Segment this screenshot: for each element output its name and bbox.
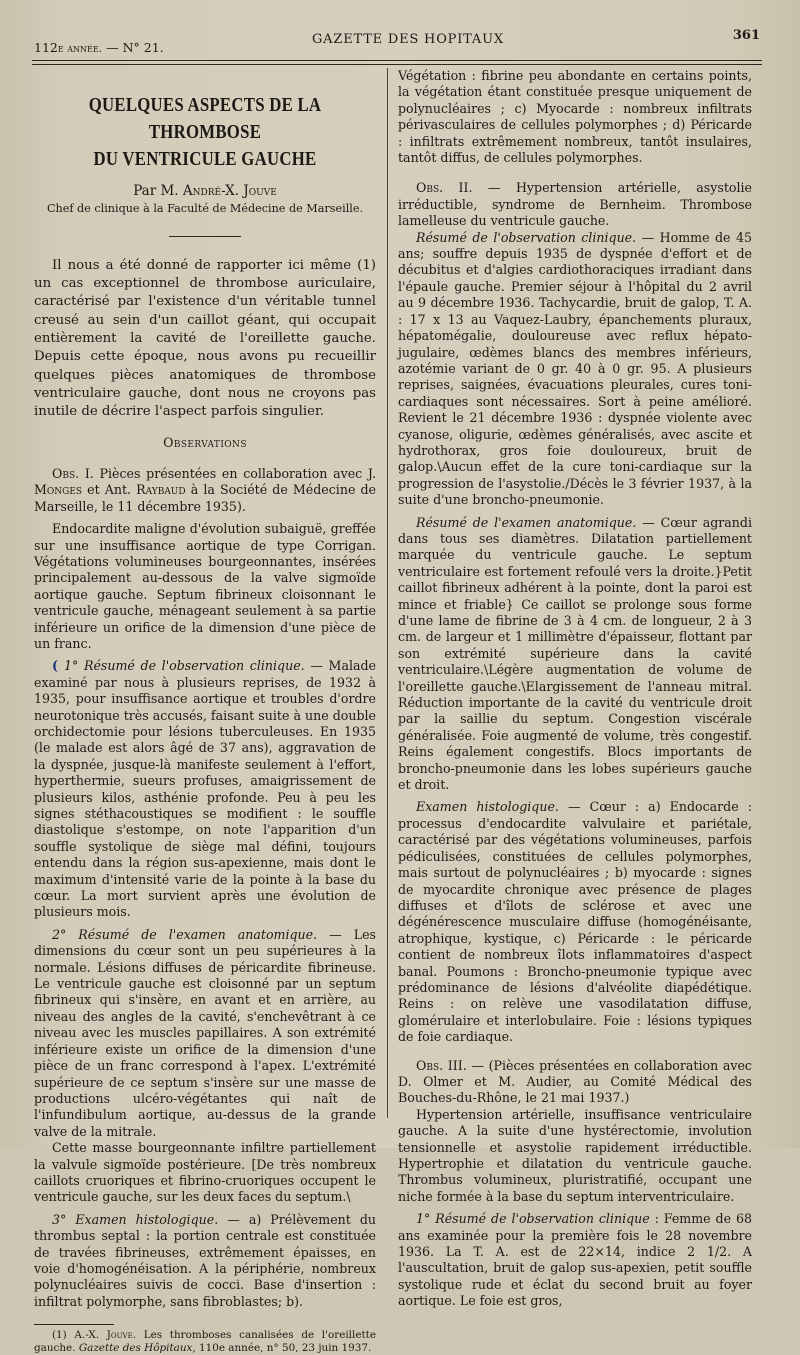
obs1-histology: 3° Examen histologique. — a) Prélèvement du thrombus septal : la portion centrale est constituée de travées fibrineuses, extrêmement épaisses, en voie d'homogénéisation. A la périphérie, nombreux polynucléaires suivis de cocci. Base d'insertion : infiltrat polymorphe, sans fibroblastes; b). [34, 1211, 377, 1309]
intro-paragraph: Il nous a été donné de rapporter ici même (1) un cas exceptionnel de thrombose auriculaire, caractérisé par l'existence d'un véritable tunnel creusé au sein d'un caillot géant, qui occupait entièrement la cavité de l'oreillette gauche. Depuis cette époque, nous avons pu recueillir quelques pièces anatomiques de thrombose ventriculaire gauche, dont nous ne croyons pas inutile de décrire l'aspect parfois singulier. [34, 257, 376, 420]
obs1-anatomical-cont: Cette masse bourgeonnante infiltre partiellement la valvule sigmoïde postérieure. [De très nombreux caillots cruoriques et fibrino-cruoriques occupent le ventricule gauche, sur les deux faces du septum.\ [34, 1140, 376, 1205]
author-affiliation: Chef de clinique à la Faculté de Médecine de Marseille. [46, 202, 364, 216]
obs2-heading: Obs. II. — Hypertension artérielle, asystolie irréductible, syndrome de Bernheim. Thrombose lamelleuse du ventricule gauche. [398, 180, 752, 229]
obs3-heading: Obs. III. — (Pièces présentées en collaboration avec D. Olmer et M. Audier, au Comité Médical des Bouches-du-Rhône, le 21 mai 1937.) [398, 1057, 752, 1106]
article-title: QUELQUES ASPECTS DE LA THROMBOSE DU VENTRICULE GAUCHE [88, 95, 322, 170]
footnote-rule [34, 1324, 114, 1325]
obs1-histology-cont: Végétation : fibrine peu abondante en certains points, la végétation étant constituée presque uniquement de polynucléaires ; c) Myocarde : nombreux infiltrats périvasculaires de cellules polymorphes ; d) Péricarde : infiltrats extrêmement nombreux, tantôt insulaires, tantôt diffus, de cellules polymorphes. [398, 68, 752, 166]
header-rule-bottom [32, 64, 762, 65]
right-column [398, 68, 752, 1310]
obs3-summary: Hypertension artérielle, insuffisance ventriculaire gauche. A la suite d'une hystérectomie, involution tensionnelle et asystolie rapidement irréductible. Hypertrophie et dilatation du ventricule gauche. Thrombus volumineux, pluristratifié, occupant une niche formée à la base du septum interventriculaire. [398, 1106, 752, 1204]
author-line: Par M. André-X. Jouve [133, 183, 277, 199]
obs1-clinical: ( 1° Résumé de l'observation clinique. — Malade examiné par nous à plusieurs reprises, de 1932 à 1935, pour insuffisance aortique et troubles d'ordre neurotonique très accusés, faisant suite à une double orchidectomie pour lésions tuberculeuses. En 1935 (le malade est alors âgé de 37 ans), aggravation de la dyspnée, jusque-là manifeste seulement à l'effort, hyperthermie, sueurs profuses, amaigrissement de plusieurs kilos, asthénie profonde. Peu à peu les signes stéthacoustiques se modifient : le souffle diastolique s'estompe, on note l'apparition d'un souffle systolique de siège mal défini, toujours entendu dans la région sus-apexienne, mais dont le maximum d'intensité varie de la pointe à la base du cœur. La mort survient après une évolution de plusieurs mois. [34, 658, 377, 920]
obs1-summary: Endocardite maligne d'évolution subaiguë, greffée sur une insuffisance aortique de type Corrigan. Végétations volumineuses bourgeonnantes, insérées principalement au-dessous de la valve sigmoïde aortique gauche. Septum fibrineux cloisonnant le ventricule gauche, ménageant seulement à sa partie inférieure un orifice de la dimension d'une pièce de un franc. [34, 521, 376, 651]
issue-info: 112e année. — N° 21. [34, 40, 164, 55]
obs1-heading: Obs. I. Pièces présentées en collaboration avec J. Monges et Ant. Raybaud à la Société de Médecine de Marseille, le 11 décembre 1935). [34, 465, 377, 514]
obs2-histology: Examen histologique. — Cœur : a) Endocarde : processus d'endocardite valvulaire et pariétale, caractérisé par des végétations volumineuses, parfois pédiculisées, constituées de cellules polymorphes, mais surtout de polynucléaires ; b) myocarde : signes de myocardite chronique avec présence de plages diffuses et d'îlots de sclérose et avec une dégénérescence musculaire diffuse (homogénéisante, atrophique, kystique, c) Péricarde : le péricarde contient de nombreux îlots inflammatoires d'aspect banal. Poumons : Broncho-pneumonie typique avec prédominance de lésions d'alvéolite diapédétique. Reins : on relève une vasodilatation diffuse, glomérulaire et interlobulaire. Foie : lésions typiques de foie cardiaque. [398, 799, 752, 1045]
obs2-clinical: Résumé de l'observation clinique. — Homme de 45 ans; souffre depuis 1935 de dyspnée d'effort et de décubitus et d'algies cardiothoraciques irradiant dans l'épaule gauche. Premier séjour à l'hôpital du 2 avril au 9 décembre 1936. Tachycardie, bruit de galop, T. A. : 17 x 13 au Vaquez-Laubry, épanchements pluraux, hépatomégalie, douloureuse avec reflux hépato-jugulaire, œdèmes blancs des membres inférieurs, azotémie variant de 0 gr. 40 à 0 gr. 95. A plusieurs reprises, saignées, évacuations pleurales, cures toni-cardiaques sont nécessaires. Sort à peine amélioré. Revient le 21 décembre 1936 : dyspnée violente avec cyanose, oligurie, œdèmes généralisés, avec ascite et hydrothorax, gros foie douloureux, bruit de galop.\Aucun effet de la cure toni-cardiaque sur la progression de l'asystolie./Décès le 3 février 1937, à la suite d'une broncho-pneumonie. [398, 229, 752, 508]
column-divider [387, 68, 388, 1118]
obs2-anatomical: Résumé de l'examen anatomique. — Cœur agrandi dans tous ses diamètres. Dilatation partiellement marquée du ventricule gauche. Le septum ventriculaire est fortement refoulé vers la droite.}Petit caillot fibrineux adhérent à la pointe, dont la paroi est mince et friable} Ce caillot se prolonge sous forme d'une lame de fibrine de 3 à 4 cm. de longueur, 2 à 3 cm. de largeur et 1 millimètre d'épaisseur, flottant par son extrémité supérieure dans la cavité ventriculaire.\Légère augmentation de volume de l'oreillette gauche.\Elargissement de l'anneau mitral. Réduction importante de la cavité du ventricule droit par la saillie du septum. Congestion viscérale généralisée. Foie augmenté de volume, très congestif. Reins également congestifs. Blocs importants de broncho-pneumonie dans les lobes supérieurs gauche et droit. [398, 514, 753, 793]
obs3-clinical: 1° Résumé de l'observation clinique : Femme de 68 ans examinée pour la première fois le 28 novembre 1936. La T. A. est de 22×14, indice 2 1/2. A l'auscultation, bruit de galop sus-apexien, petit souffle systolique rude et éclat du second bruit au foyer aortique. Le foie est gros, [398, 1211, 753, 1309]
title-separator [169, 236, 241, 237]
header-rule-top [32, 60, 762, 61]
journal-name: GAZETTE DES HOPITAUX [312, 32, 504, 47]
obs1-anatomical: 2° Résumé de l'examen anatomique. — Les dimensions du cœur sont un peu supérieures à la normale. Lésions diffuses de péricardite fibrineuse. Le ventricule gauche est cloisonné par un septum fibrineux qui s'insère, en avant et en arrière, au niveau des angles de la cavité, s'enchevêtrant à ce niveau avec les muscles papillaires. A son extrémité inférieure existe un orifice de la dimension d'une pièce de un franc correspond à l'apex. L'extrémité supérieure de ce septum s'insère sur une masse de productions ulcéro-végétantes qui naît de l'infundibulum aortique, au-dessus de la grande valve de la mitrale. [34, 926, 376, 1139]
footnote: (1) A.-X. Jouve. Les thromboses canalisées de l'oreillette gauche. Gazette des Hôpitaux, 110e année, n° 50, 23 juin 1937. [34, 1329, 376, 1355]
left-column [34, 68, 376, 1355]
page-number: 361 [732, 28, 760, 43]
section-heading: Observations [163, 435, 247, 451]
running-header [34, 28, 760, 56]
